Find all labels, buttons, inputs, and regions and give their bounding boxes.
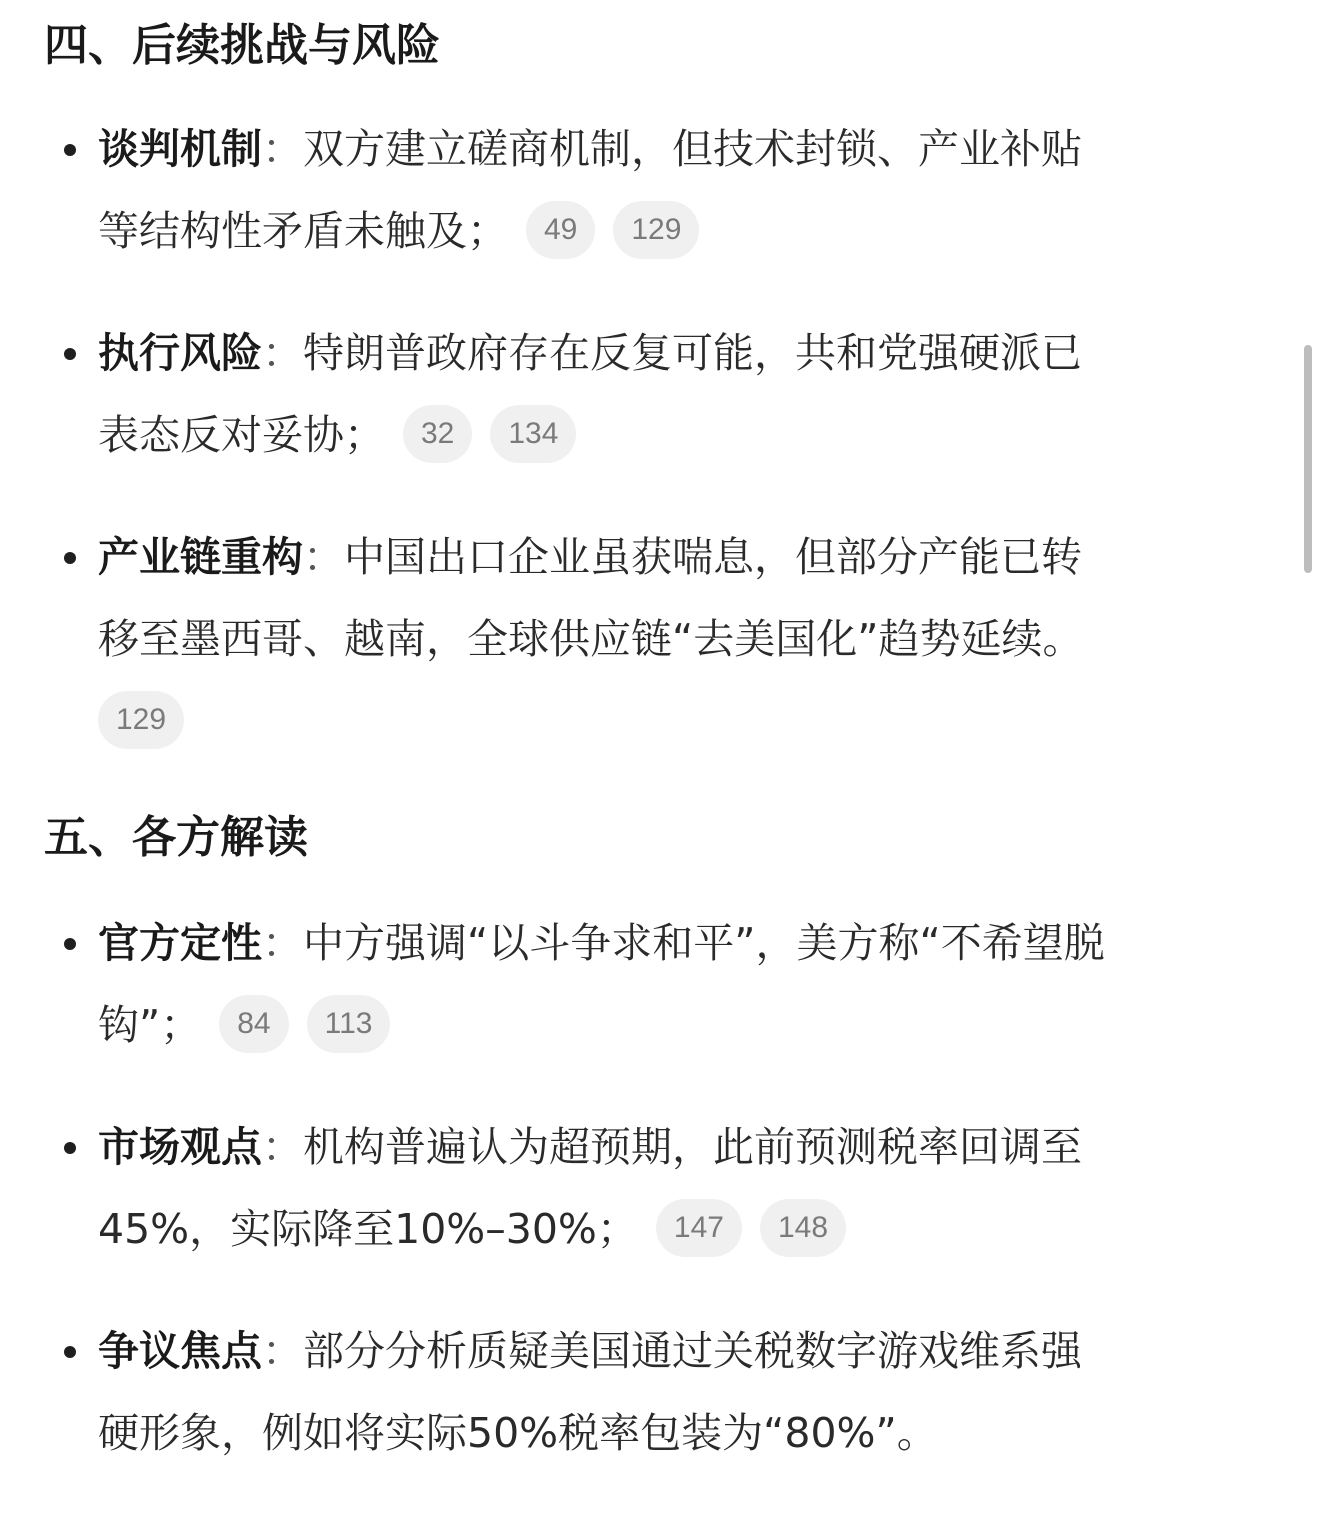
list-item-controversy [60,1310,1270,1480]
item-title: 执行风险 [98,329,262,377]
citation-badge[interactable]: 129 [98,691,184,749]
citation-badge[interactable]: 129 [613,201,699,259]
item-title: 谈判机制 [98,125,262,173]
item-line2: 表态反对妥协； [98,411,385,459]
list-item-official-stance [60,902,1270,1072]
list-item-market-view [60,1106,1270,1276]
item-line1: 中国出口企业虽获喘息，但部分产能已转 [344,533,1082,581]
item-line1: 中方强调“以斗争求和平”，美方称“不希望脱 [303,919,1105,967]
item-line2: 移至墨西哥、越南，全球供应链“去美国化”趋势延续。 [98,615,1084,663]
citation-badge[interactable]: 32 [403,405,472,463]
citation-badge[interactable]: 113 [307,995,391,1053]
bullet-dot-icon [64,552,76,564]
item-line2: 硬形象，例如将实际50%税率包装为“80%”。 [98,1409,938,1457]
bullet-dot-icon [64,144,76,156]
citation-badge[interactable]: 84 [219,995,288,1053]
item-title: 官方定性 [98,919,262,967]
list-item-text [98,1106,1278,1270]
item-colon: ： [303,533,344,581]
item-colon: ： [262,1327,303,1375]
scrollbar-thumb[interactable] [1304,345,1312,573]
item-line2: 钩”； [98,1001,202,1049]
citation-badge[interactable]: 134 [490,405,576,463]
item-line1: 特朗普政府存在反复可能，共和党强硬派已 [303,329,1082,377]
item-title: 产业链重构 [98,533,303,581]
item-line1: 部分分析质疑美国通过关税数字游戏维系强 [303,1327,1082,1375]
citation-badge[interactable]: 49 [526,201,595,259]
bullet-dot-icon [64,1346,76,1358]
item-line1: 双方建立磋商机制，但技术封锁、产业补贴 [303,125,1082,173]
list-item-negotiation [60,108,1270,278]
item-colon: ： [262,919,303,967]
citation-badge[interactable]: 148 [760,1199,846,1257]
list-item-supply-chain [60,516,1270,766]
item-title: 争议焦点 [98,1327,262,1375]
list-item-text [98,312,1278,476]
bullet-dot-icon [64,348,76,360]
item-colon: ： [262,329,303,377]
list-item-text [98,1310,1278,1474]
list-item-execution-risk [60,312,1270,482]
item-title: 市场观点 [98,1123,262,1171]
section-heading-interpretations: 五、各方解读 [44,812,308,863]
bullet-dot-icon [64,1142,76,1154]
section-heading-challenges: 四、后续挑战与风险 [44,20,440,71]
list-item-text [98,108,1278,272]
list-item-text [98,902,1278,1066]
item-line2: 45%，实际降至10%–30%； [98,1205,638,1253]
item-colon: ： [262,1123,303,1171]
item-line2: 等结构性矛盾未触及； [98,207,508,255]
bullet-dot-icon [64,938,76,950]
list-item-text [98,516,1278,762]
citation-badge[interactable]: 147 [656,1199,742,1257]
item-line1: 机构普遍认为超预期，此前预测税率回调至 [303,1123,1082,1171]
item-colon: ： [262,125,303,173]
